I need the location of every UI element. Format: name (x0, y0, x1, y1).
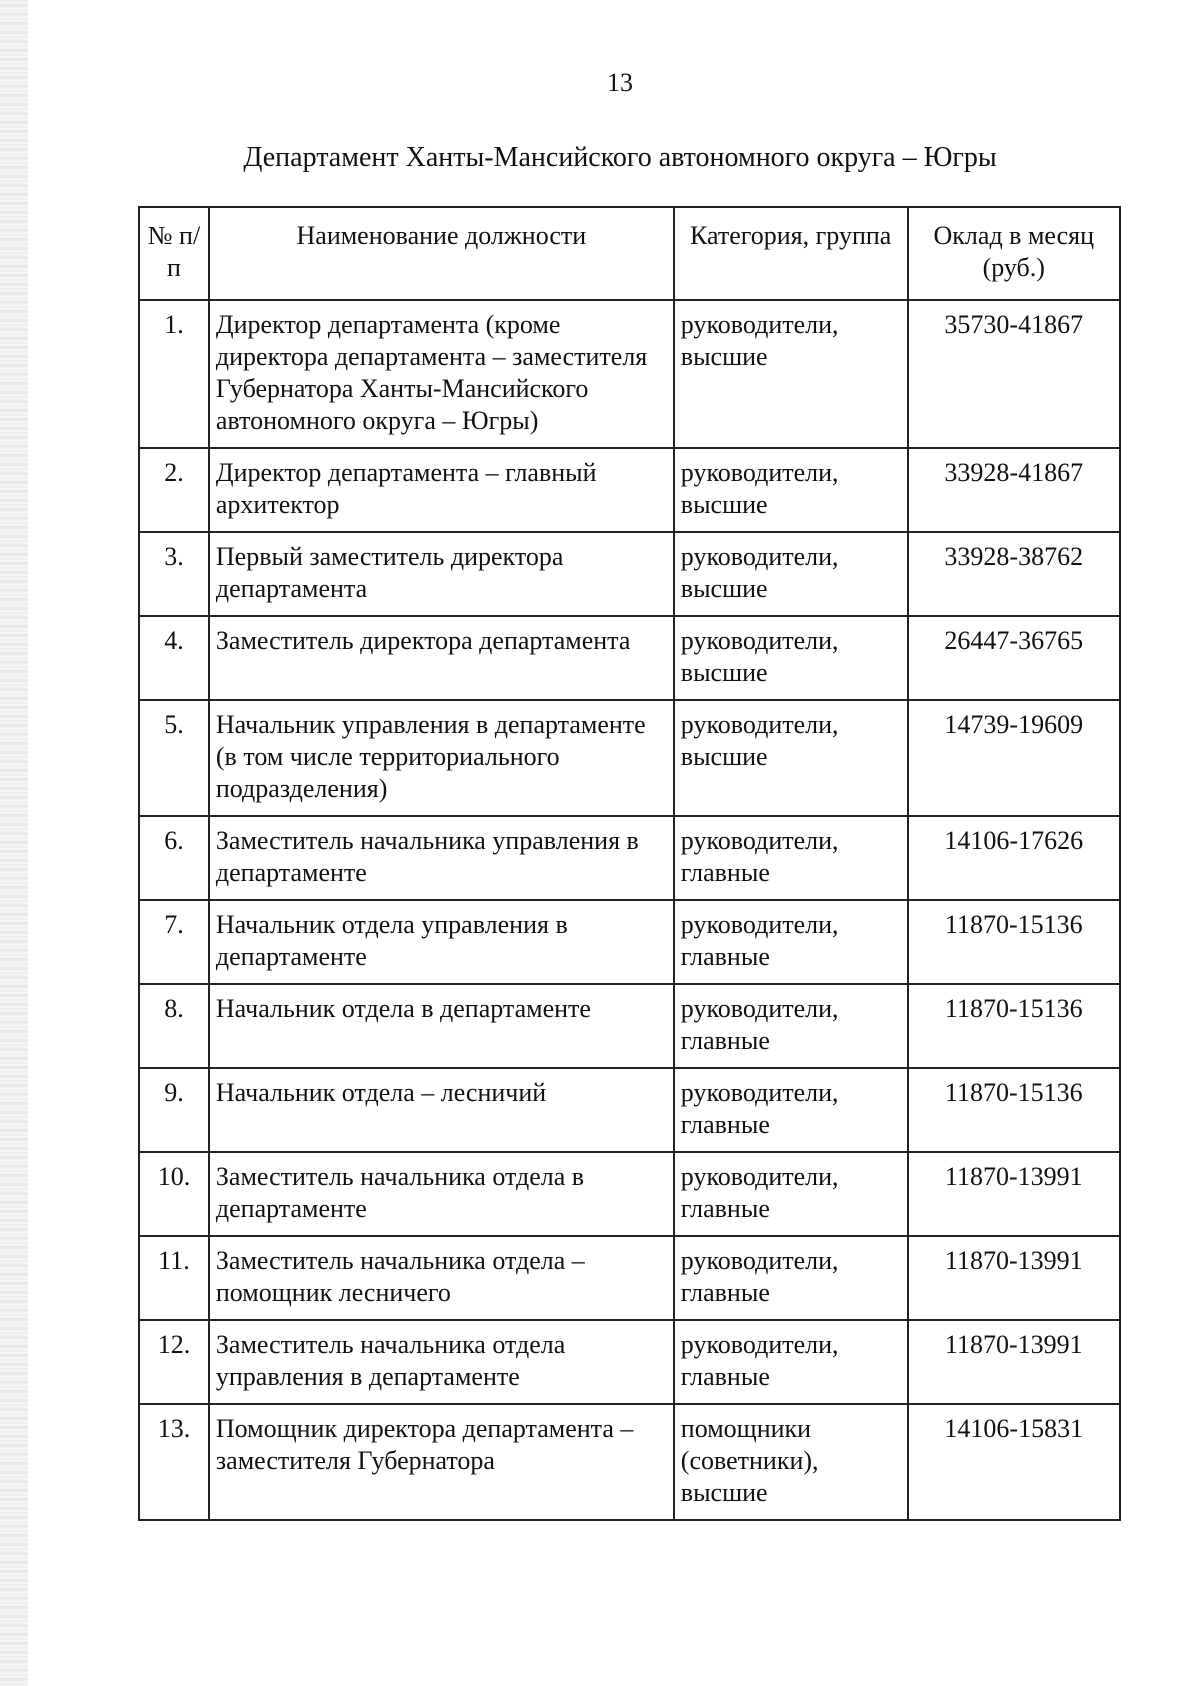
row-number: 12. (139, 1320, 209, 1404)
row-number: 5. (139, 700, 209, 816)
position-salary: 33928-38762 (908, 532, 1120, 616)
position-name: Заместитель начальника управления в департаменте (209, 816, 674, 900)
table-row (139, 1068, 1120, 1152)
header-category: Категория, группа (674, 207, 908, 300)
position-name: Начальник управления в департаменте (в том числе территориального подразделения) (209, 700, 674, 816)
position-category: руководители, высшие (674, 616, 908, 700)
position-salary: 14739-19609 (908, 700, 1120, 816)
row-number: 6. (139, 816, 209, 900)
position-name: Директор департамента (кроме директора департамента – заместителя Губернатора Ханты-Мансийского автономного округа – Югры) (209, 300, 674, 448)
document-title: Департамент Ханты-Мансийского автономного округа – Югры (243, 142, 997, 173)
row-number: 3. (139, 532, 209, 616)
position-category: руководители, главные (674, 984, 908, 1068)
table-header-row (139, 207, 1120, 300)
position-name: Директор департамента – главный архитектор (209, 448, 674, 532)
position-salary: 14106-17626 (908, 816, 1120, 900)
position-category: помощники (советники), высшие (674, 1404, 908, 1520)
row-number: 7. (139, 900, 209, 984)
row-number: 4. (139, 616, 209, 700)
table-row (139, 1152, 1120, 1236)
position-name: Начальник отдела – лесничий (209, 1068, 674, 1152)
position-category: руководители, главные (674, 1068, 908, 1152)
position-name: Заместитель начальника отдела управления в департаменте (209, 1320, 674, 1404)
row-number: 1. (139, 300, 209, 448)
position-salary: 11870-13991 (908, 1152, 1120, 1236)
header-salary: Оклад в месяц (руб.) (908, 207, 1120, 300)
position-salary: 11870-15136 (908, 900, 1120, 984)
position-salary: 35730-41867 (908, 300, 1120, 448)
position-name: Начальник отдела управления в департаменте (209, 900, 674, 984)
row-number: 8. (139, 984, 209, 1068)
table-row (139, 984, 1120, 1068)
row-number: 10. (139, 1152, 209, 1236)
position-name: Заместитель начальника отдела – помощник лесничего (209, 1236, 674, 1320)
position-category: руководители, высшие (674, 700, 908, 816)
table-row (139, 900, 1120, 984)
position-name: Заместитель начальника отдела в департаменте (209, 1152, 674, 1236)
position-salary: 11870-15136 (908, 1068, 1120, 1152)
row-number: 9. (139, 1068, 209, 1152)
position-salary: 11870-15136 (908, 984, 1120, 1068)
position-category: руководители, главные (674, 1320, 908, 1404)
position-category: руководители, главные (674, 816, 908, 900)
position-category: руководители, главные (674, 900, 908, 984)
row-number: 13. (139, 1404, 209, 1520)
table-row (139, 1320, 1120, 1404)
position-salary: 33928-41867 (908, 448, 1120, 532)
position-name: Помощник директора департамента – заместителя Губернатора (209, 1404, 674, 1520)
position-category: руководители, главные (674, 1152, 908, 1236)
position-name: Заместитель директора департамента (209, 616, 674, 700)
table-row (139, 448, 1120, 532)
page-number: 13 (607, 68, 633, 97)
table-row (139, 532, 1120, 616)
header-position-name: Наименование должности (209, 207, 674, 300)
row-number: 11. (139, 1236, 209, 1320)
table-row (139, 1236, 1120, 1320)
position-category: руководители, высшие (674, 532, 908, 616)
position-category: руководители, главные (674, 1236, 908, 1320)
table-row (139, 300, 1120, 448)
scan-edge (0, 0, 28, 1686)
row-number: 2. (139, 448, 209, 532)
position-name: Начальник отдела в департаменте (209, 984, 674, 1068)
position-name: Первый заместитель директора департамента (209, 532, 674, 616)
position-salary: 14106-15831 (908, 1404, 1120, 1520)
position-category: руководители, высшие (674, 448, 908, 532)
table-row (139, 816, 1120, 900)
position-category: руководители, высшие (674, 300, 908, 448)
position-salary: 26447-36765 (908, 616, 1120, 700)
table-row (139, 1404, 1120, 1520)
table-row (139, 616, 1120, 700)
position-salary: 11870-13991 (908, 1320, 1120, 1404)
positions-table (138, 206, 1121, 1521)
header-number: № п/п (139, 207, 209, 300)
table-row (139, 700, 1120, 816)
position-salary: 11870-13991 (908, 1236, 1120, 1320)
